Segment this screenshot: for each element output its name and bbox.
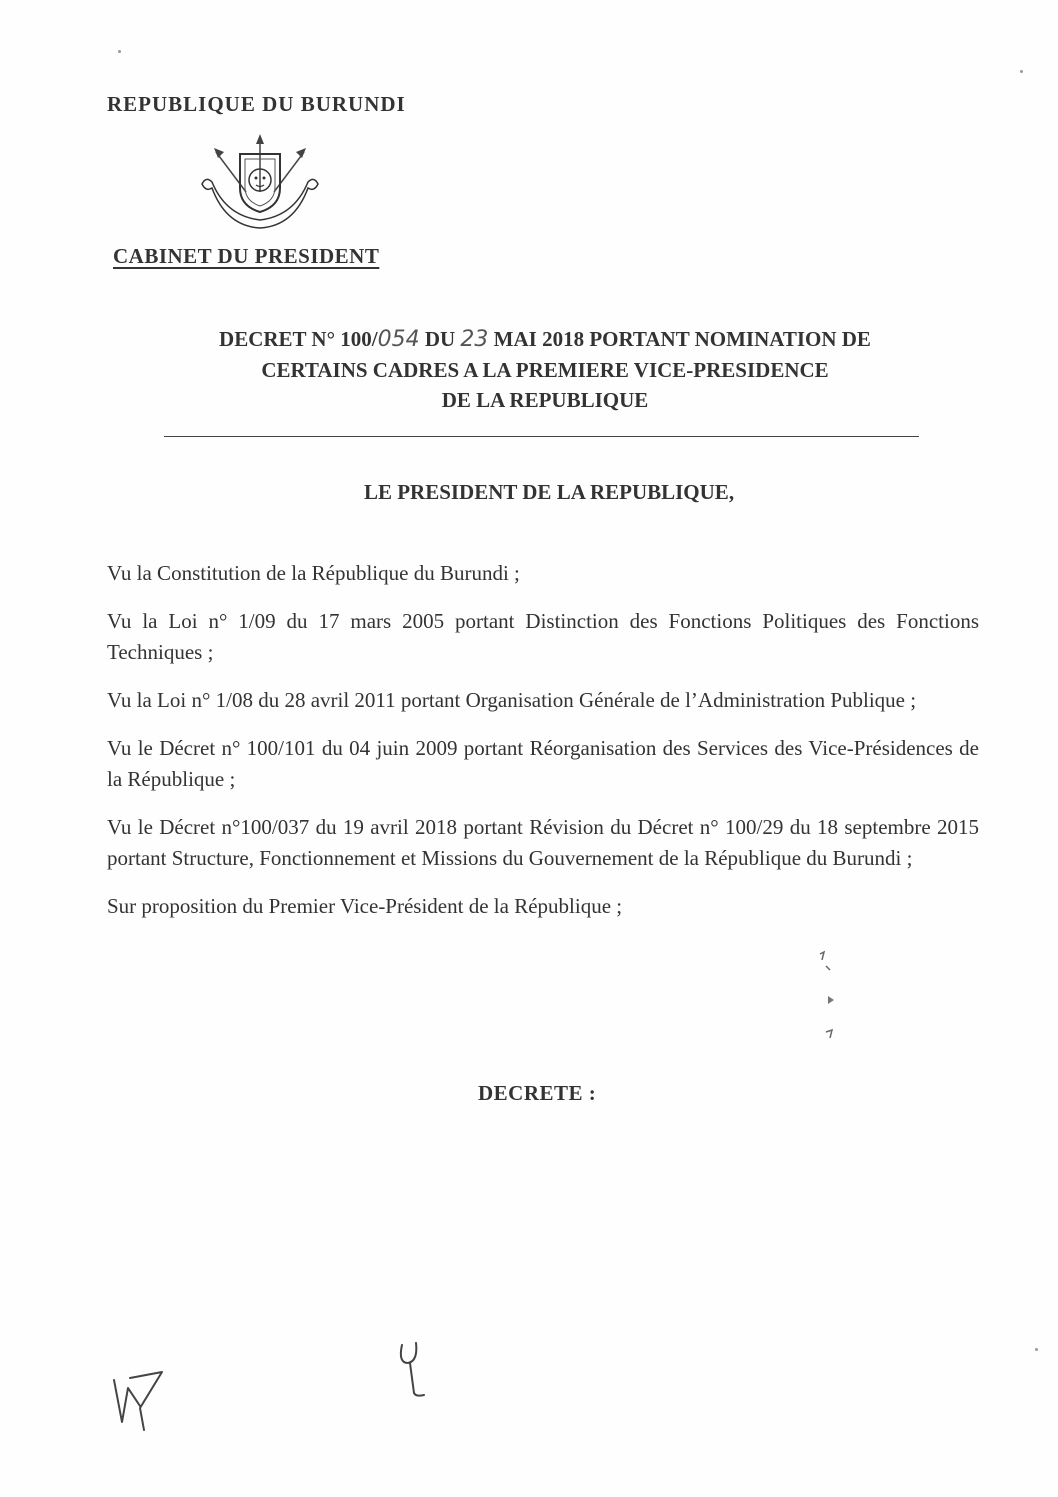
consideration-decret-2009: Vu le Décret n° 100/101 du 04 juin 2009 portant Réorganisation des Services des Vice-Présidences de la République ; [107,736,979,791]
consideration-loi-2011: Vu la Loi n° 1/08 du 28 avril 2011 portant Organisation Générale de l’Administration Publique ; [107,688,917,712]
title-divider [164,436,919,437]
decree-title-line1-rest: MAI 2018 PORTANT NOMINATION DE [488,327,871,351]
scan-speck [1020,70,1023,73]
decree-title-line1 [110,324,980,355]
consideration-decret-2018: Vu le Décret n°100/037 du 19 avril 2018 portant Révision du Décret n° 100/29 du 18 septembre 2015 portant Structure, Fonctionnement et Missions du Gouvernement de la République du Burundi ; [107,815,979,870]
handwritten-initials-right [390,1335,440,1405]
decree-title-line3: DE LA REPUBLIQUE [441,388,649,412]
decree-number-handwritten: 054 [377,327,420,352]
country-heading: REPUBLIQUE DU BURUNDI [107,92,406,116]
decree-title [110,324,980,415]
consideration-loi-2005: Vu la Loi n° 1/09 du 17 mars 2005 portant Distinction des Fonctions Politiques des Fonctions Techniques ; [107,609,979,664]
cabinet-heading: CABINET DU PRESIDENT [113,244,380,268]
scan-speck [1035,1348,1038,1351]
president-heading: LE PRESIDENT DE LA REPUBLIQUE, [363,480,735,504]
decree-day-handwritten: 23 [460,327,489,352]
decree-title-du: DU [419,327,461,351]
coat-of-arms-emblem [196,132,324,232]
considerations-block [107,558,979,939]
decree-title-line2: CERTAINS CADRES A LA PREMIERE VICE-PRESIDENCE [261,358,829,382]
consideration-constitution: Vu la Constitution de la République du Burundi ; [107,561,520,585]
margin-marks [812,948,842,1048]
handwritten-initials-left [100,1360,180,1450]
decrete-heading: DECRETE : [478,1081,597,1105]
consideration-proposition: Sur proposition du Premier Vice-Président de la République ; [107,894,623,918]
scan-speck [118,50,121,53]
decree-title-prefix: DECRET N° 100/ [219,327,378,351]
